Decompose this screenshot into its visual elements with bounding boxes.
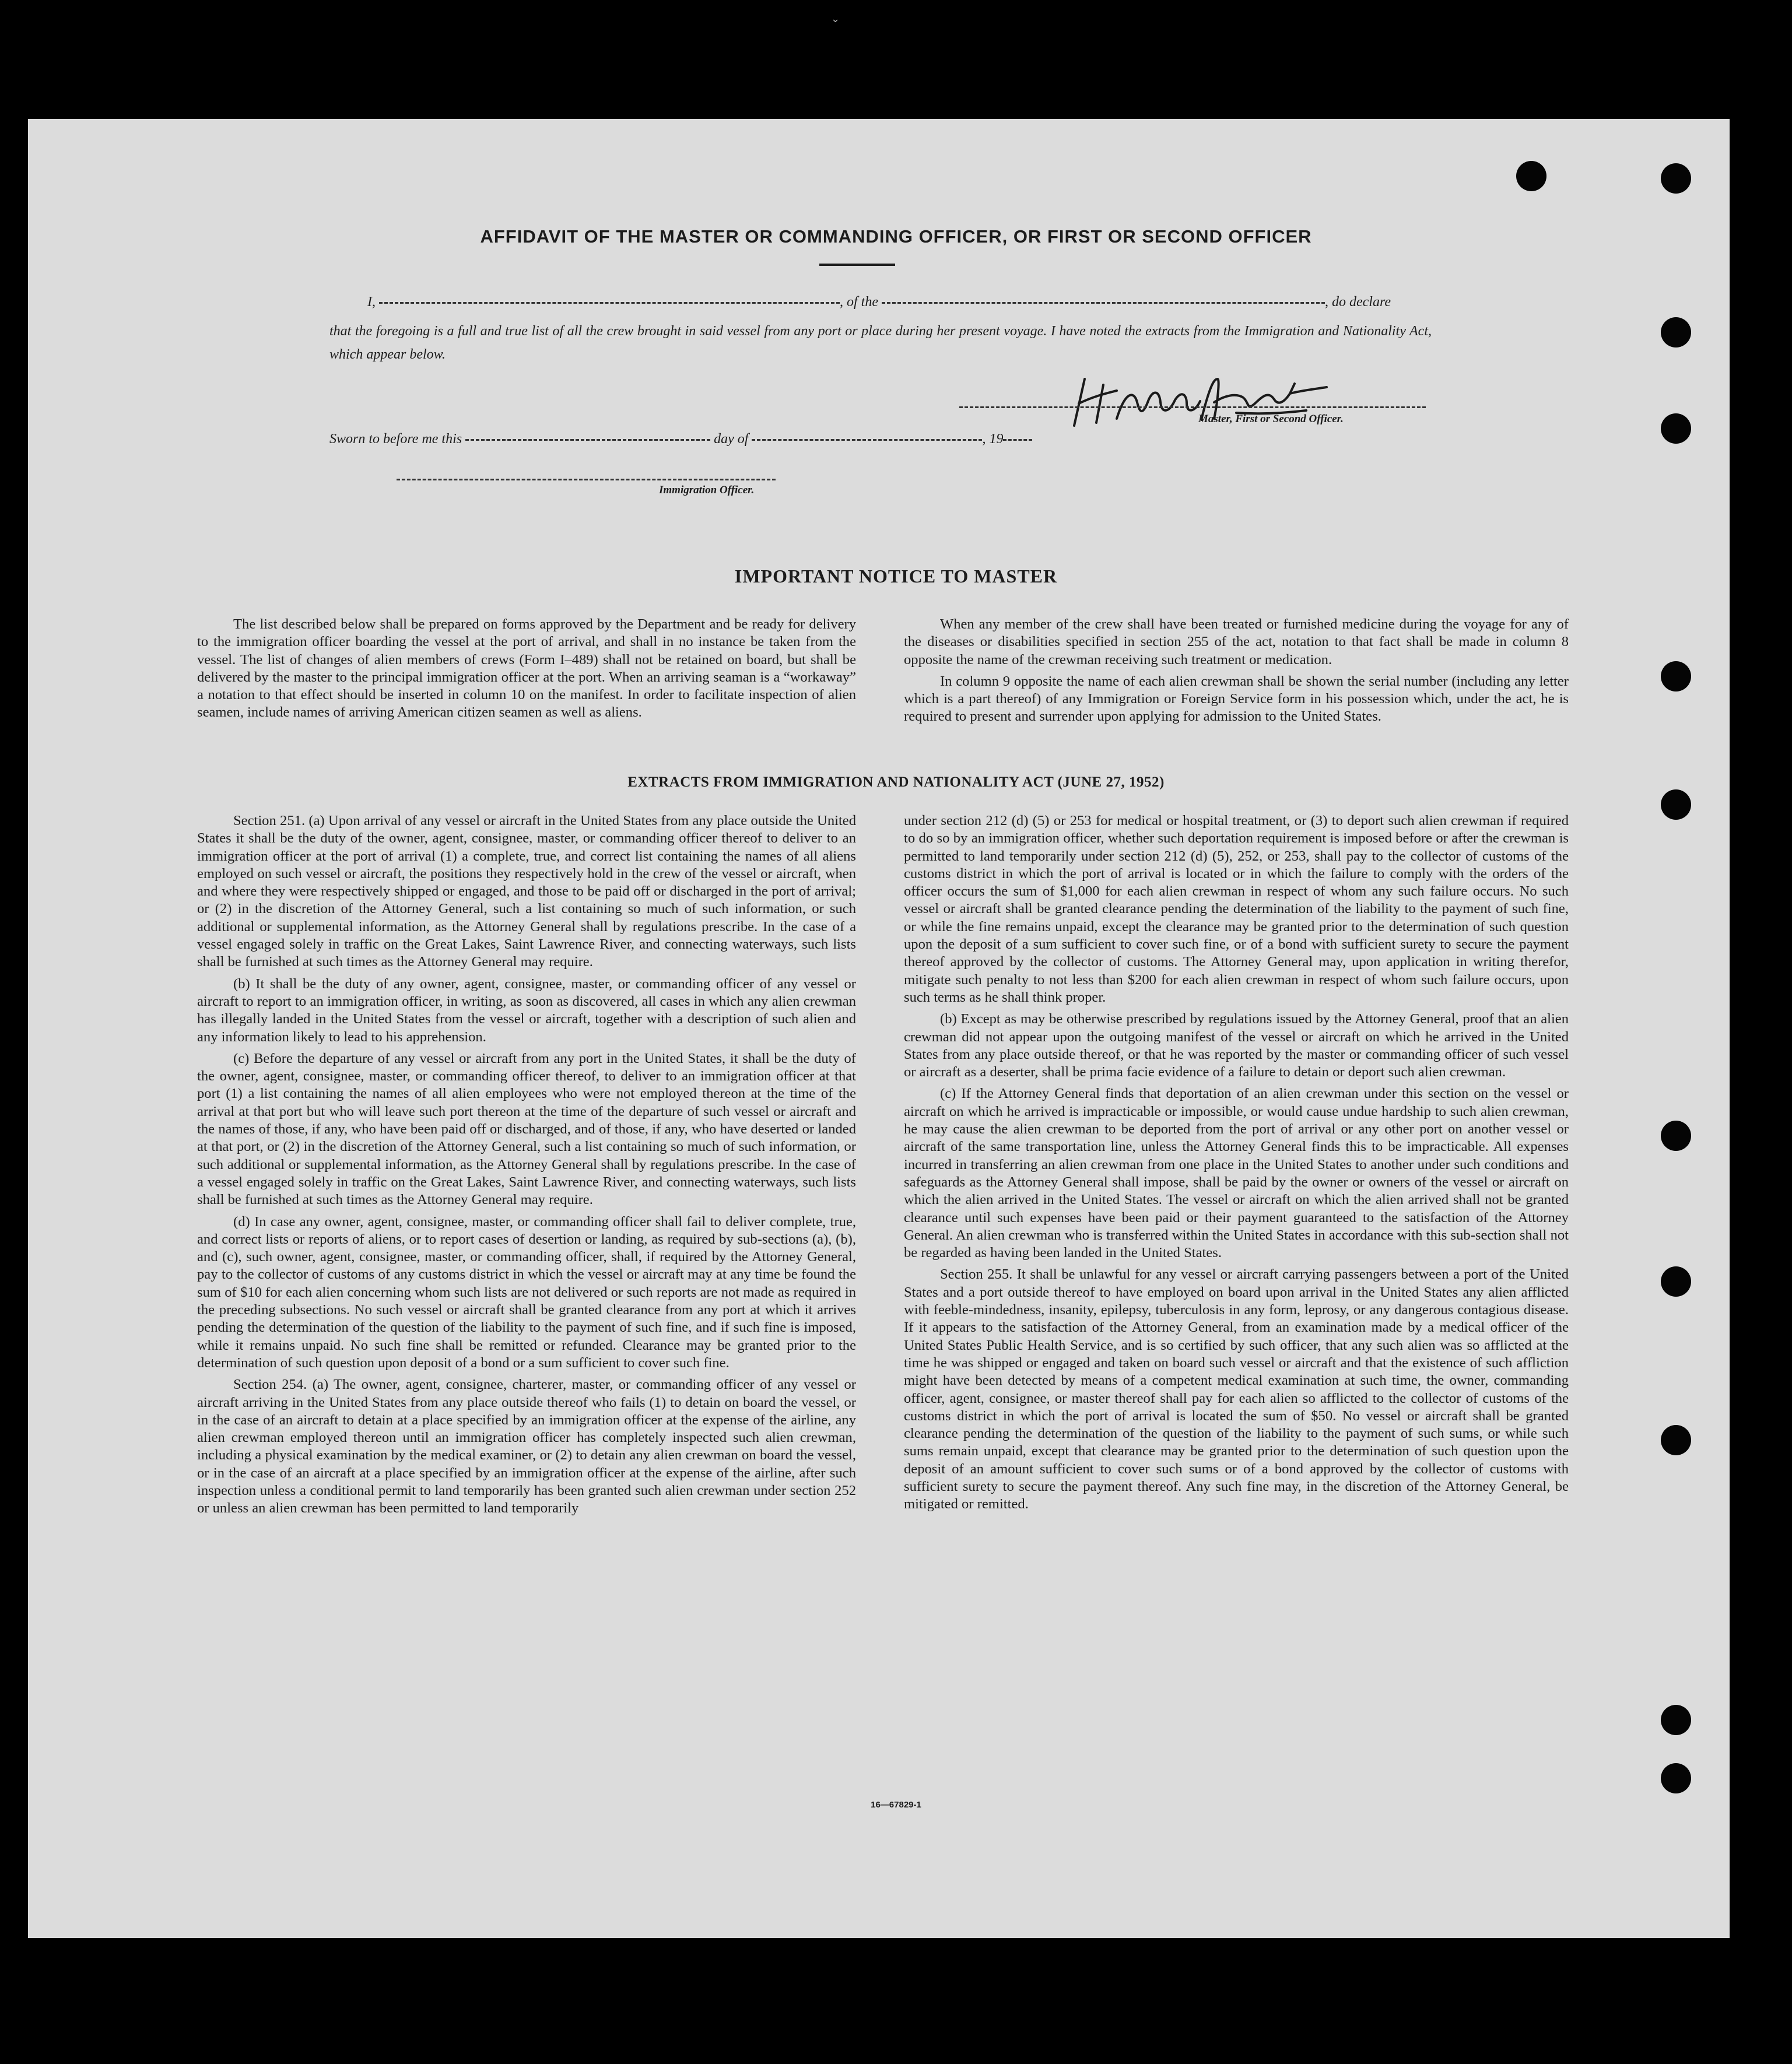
notice-paragraph: In column 9 opposite the name of each alien crewman shall be shown the serial number (including any letter which is a part thereof) of any Immigration or Foreign Service form in his possession which, under the act, he is required to present and surrender upon applying for admission to the United States. bbox=[904, 673, 1569, 725]
extracts-right-column bbox=[904, 812, 1569, 1514]
sworn-line bbox=[329, 431, 1032, 447]
punch-hole bbox=[1661, 1266, 1691, 1297]
of-the-label: , of the bbox=[840, 294, 878, 310]
sworn-day-blank[interactable] bbox=[465, 439, 710, 441]
punch-hole bbox=[1661, 317, 1691, 347]
punch-hole bbox=[1661, 1425, 1691, 1455]
officer-signature-blank[interactable] bbox=[397, 479, 776, 480]
punch-hole bbox=[1661, 1763, 1691, 1793]
notice-title: IMPORTANT NOTICE TO MASTER bbox=[734, 566, 1058, 587]
section-254b: (b) Except as may be otherwise prescribed by regulations issued by the Attorney General, proof that an alien crewman did not appear upon the outgoing manifest of the vessel or aircraft on which he arrived in the United States from any place outside thereof, or that he was reported by the master or commanding officer of such vessel or aircraft as a deserter, shall be prima facie evidence of a failure to detain or deport such alien crewman. bbox=[904, 1011, 1569, 1080]
notice-paragraph: The list described below shall be prepared on forms approved by the Department and be ready for delivery to the immigration officer boarding the vessel at the port of arrival, and shall in no instance be taken from the vessel. The list of changes of alien members of crews (Form I–489) shall not be retained on board, but shall be delivered by the master to the principal immigration officer at the port. When an arriving seaman is a “workaway” a notation to that effect should be inserted in column 10 on the manifest. In order to facilitate inspection of alien seamen, include names of arriving American citizen seamen as well as aliens. bbox=[197, 616, 856, 721]
notice-paragraph: When any member of the crew shall have been treated or furnished medicine during the voyage for any of the diseases or disabilities specified in section 255 of the act, notation to that fact shall be made in column 8 opposite the name of the crewman receiving such treatment or medication. bbox=[904, 616, 1569, 668]
punch-hole bbox=[1661, 413, 1691, 444]
section-254a: Section 254. (a) The owner, agent, consignee, charterer, master, or commanding officer of any vessel or aircraft arriving in the United States from any place outside thereof who fails (1) to detain on board the vessel, or in the case of an aircraft to detain at a place specified by an immigration officer at the expense of the airline, any alien crewman employed thereon until an immigration officer has completely inspected such alien crewman, including a physical examination by the medical examiner, or (2) to detain any alien crewman on board the vessel, or in the case of an aircraft at a place specified by an immigration officer at the expense of the airline, after such inspection unless a conditional permit to land temporarily has been granted such alien crewman under section 252 or unless an alien crewman has been permitted to land temporarily bbox=[197, 1377, 856, 1517]
signature-caption: Master, First or Second Officer. bbox=[1198, 413, 1344, 425]
punch-hole bbox=[1661, 661, 1691, 691]
punch-hole bbox=[1661, 163, 1691, 194]
do-declare-label: , do declare bbox=[1325, 294, 1391, 310]
punch-hole bbox=[1516, 161, 1546, 191]
punch-hole bbox=[1661, 1705, 1691, 1735]
punch-hole bbox=[1661, 789, 1691, 820]
day-of-label: day of bbox=[714, 431, 749, 447]
name-blank[interactable] bbox=[379, 302, 840, 304]
extracts-title: EXTRACTS FROM IMMIGRATION AND NATIONALITY ACT (JUNE 27, 1952) bbox=[627, 774, 1165, 790]
immigration-officer-caption: Immigration Officer. bbox=[659, 484, 755, 496]
section-255: Section 255. It shall be unlawful for any vessel or aircraft carrying passengers between a port of the United States and a port outside thereof to have employed on board upon arrival in the United States any alien afflicted with feeble-mindedness, insanity, epilepsy, tuberculosis in any form, leprosy, or any dangerous contagious disease. If it appears to the satisfaction of the Attorney General, from an examination made by a medical officer of the United States Public Health Service, and is so certified by such officer, that any such alien was so afflicted at the time he was shipped or engaged and taken on board such vessel or aircraft and that the existence of such affliction might have been detected by means of a competent medical examination at such time, the owner, commanding officer, agent, consignee, or master thereof shall pay for each alien so afflicted to the collector of customs of the customs district in which the port of arrival is located the sum of $50. No vessel or aircraft shall be granted clearance pending the determination of the question of the liability to the payment of such sums, or while such sums remain unpaid, except that clearance may be granted prior to the determination of such question upon the deposit of an amount sufficient to cover such sums or of a bond approved by the collector of customs with sufficient surety to secure the payment thereof. Any such fine may, in the discretion of the Attorney General, be mitigated or remitted. bbox=[904, 1266, 1569, 1512]
sworn-month-blank[interactable] bbox=[752, 439, 982, 441]
affidavit-title: AFFIDAVIT OF THE MASTER OR COMMANDING OFFICER, OR FIRST OR SECOND OFFICER bbox=[480, 226, 1312, 247]
extracts-left-column bbox=[197, 812, 856, 1518]
notice-right-column bbox=[904, 616, 1569, 726]
section-251a: Section 251. (a) Upon arrival of any vessel or aircraft in the United States from any place outside the United States it shall be the duty of the owner, agent, consignee, master, or commanding officer thereof to deliver to an immigration officer at the port of arrival (1) a complete, true, and correct list containing the names of all aliens employed on such vessel or aircraft, the positions they respectively hold in the crew of the vessel or aircraft, when and where they were respectively shipped or engaged, and those to be paid off or discharged in the port of arrival; or (2) in the discretion of the Attorney General, such a list containing so much of such information, or such additional or supplemental information, as the Attorney General shall by regulations prescribe. In the case of a vessel engaged solely in traffic on the Great Lakes, Saint Lawrence River, and connecting waterways, such lists shall be furnished at such times as the Attorney General may require. bbox=[197, 813, 856, 970]
section-251c: (c) Before the departure of any vessel or aircraft from any port in the United States, it shall be the duty of the owner, agent, consignee, master, or commanding officer thereof, to deliver to an immigration officer at that port (1) a list containing the names of all alien employees who were not employed thereon at the time of the arrival at that port but who will leave such port thereon at the time of the departure of such vessel or aircraft and the names of those, if any, who have been paid off or discharged, and of those, if any, who have deserted or landed at that port, or (2) in the discretion of the Attorney General, such a list containing so much of such information, or such additional or supplemental information, as the Attorney General shall by regulations prescribe. In the case of a vessel engaged solely in traffic on the Great Lakes, Saint Lawrence River, and connecting waterways, such lists shall be furnished at such times as the Attorney General may require. bbox=[197, 1050, 856, 1208]
scan-mark: ⌄ bbox=[831, 13, 840, 24]
declaration-text: that the foregoing is a full and true list of all the crew brought in said vessel from any port or place during her present voyage. I have noted the extracts from the Immigration and Nationality Act, which appear below. bbox=[329, 324, 1432, 362]
signature-line[interactable] bbox=[959, 406, 1426, 408]
sworn-label: Sworn to before me this bbox=[329, 431, 462, 447]
section-254a-continued: under section 212 (d) (5) or 253 for medical or hospital treatment, or (3) to deport such alien crewman if required to do so by an immigration officer, whether such deportation requirement is imposed before or after the crewman is permitted to land temporarily under section 212 (d) (5), 252, or 253, shall pay to the collector of customs of the customs district in which the port of arrival is located or in which the failure to comply with the orders of the officer occurs the sum of $1,000 for each alien crewman in respect of whom any such failure occurs. No such vessel or aircraft shall be granted clearance pending the determination of the liability to the payment of such fine, or while the fine remains unpaid, except the clearance may be granted prior to the determination of such question upon the deposit of a sum sufficient to cover such fine, or of a bond with sufficient surety to secure the payment thereof approved by the collector of customs. The Attorney General may, upon application in writing therefor, mitigate such penalty to not less than $200 for each alien crewman in respect of whom such failure occurs, upon such terms as he shall think proper. bbox=[904, 813, 1569, 1005]
vessel-blank[interactable] bbox=[882, 302, 1325, 304]
notice-left-column bbox=[197, 616, 856, 722]
section-251b: (b) It shall be the duty of any owner, agent, consignee, master, or commanding officer of any vessel or aircraft to report to an immigration officer, in writing, as soon as discovered, all cases in which any alien crewman has illegally landed in the United States from the vessel or aircraft, together with a description of such alien and any information likely to lead to his apprehension. bbox=[197, 975, 856, 1045]
punch-hole bbox=[1661, 1121, 1691, 1151]
section-251d: (d) In case any owner, agent, consignee, master, or commanding officer shall fail to deliver complete, true, and correct lists or reports of aliens, or to report cases of desertion or landing, as required by sub-sections (a), (b), and (c), such owner, agent, consignee, master, or commanding officer, shall, if required by the Attorney General, pay to the collector of customs of any customs district in which the vessel or aircraft may at any time be found the sum of $10 for each alien concerning whom such lists are not delivered or such reports are not made as required in the preceding subsections. No such vessel or aircraft shall be granted clearance from any port at which it arrives pending the determination of the question of the liability to the payment of such fine, and if such fine is imposed, while it remains unpaid. No such fine shall be remitted or refunded. Clearance may be granted prior to the determination of such question upon deposit of a bond or a sum sufficient to cover such fine. bbox=[197, 1213, 856, 1371]
i-label: I, bbox=[367, 294, 376, 310]
sworn-year-blank[interactable] bbox=[1003, 439, 1032, 441]
title-rule bbox=[819, 264, 895, 266]
year-prefix: , 19 bbox=[982, 431, 1004, 447]
declarant-line bbox=[367, 294, 1391, 310]
form-number: 16—67829-1 bbox=[871, 1800, 921, 1810]
section-254c: (c) If the Attorney General finds that deportation of an alien crewman under this section on the vessel or aircraft on which he arrived is impracticable or impossible, or would cause undue hardship to such alien crewman, he may cause the alien crewman to be deported from the port of arrival or any other port on another vessel or aircraft of the same transportation line, unless the Attorney General finds this to be impracticable. All expenses incurred in transferring an alien crewman from one place in the United States to another under such conditions and safeguards as the Attorney General shall impose, shall be paid by the owner or owners of the vessel or aircraft on which the alien arrived in the United States. The vessel or aircraft on which the alien arrived shall not be granted clearance until such expenses have been paid or their payment guaranteed to the satisfaction of the Attorney General. An alien crewman who is transferred within the United States in accordance with this sub-section shall not be regarded as having been landed in the United States. bbox=[904, 1086, 1569, 1261]
